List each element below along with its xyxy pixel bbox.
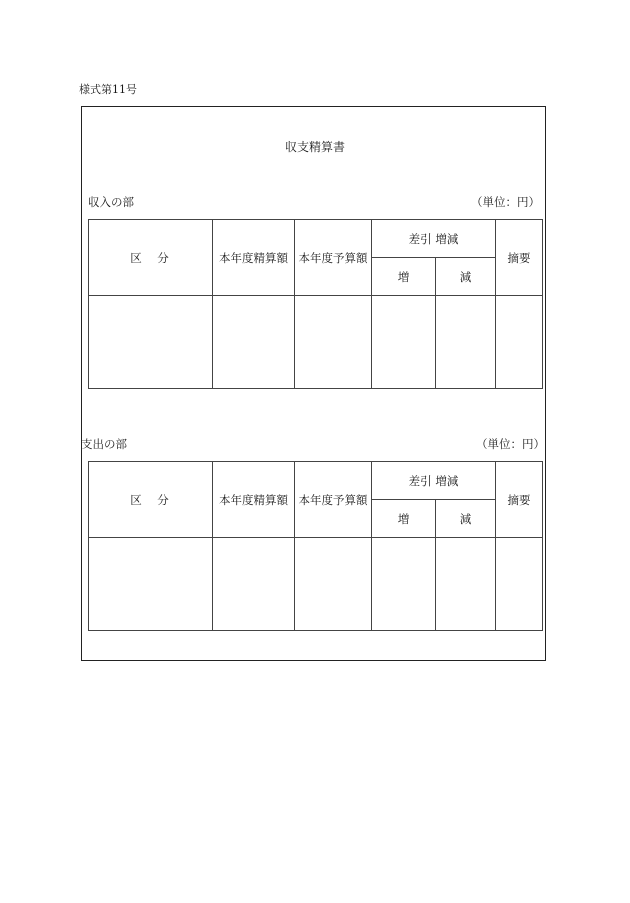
expense-header-difference: 差引 増減 bbox=[372, 462, 496, 500]
expense-header-current-settled: 本年度精算額 bbox=[213, 462, 295, 538]
expense-header-current-budget: 本年度予算額 bbox=[295, 462, 372, 538]
income-cell-decrease[interactable] bbox=[436, 296, 496, 389]
income-header-increase: 増 bbox=[372, 258, 436, 296]
expense-header-category: 区 分 bbox=[89, 462, 213, 538]
expense-header-decrease: 減 bbox=[436, 500, 496, 538]
income-cell-summary[interactable] bbox=[496, 296, 543, 389]
income-section-label: 収入の部 bbox=[88, 195, 134, 209]
expense-cell-increase[interactable] bbox=[372, 538, 436, 631]
income-header-current-settled: 本年度精算額 bbox=[213, 220, 295, 296]
income-header-decrease: 減 bbox=[436, 258, 496, 296]
income-header-difference: 差引 増減 bbox=[372, 220, 496, 258]
income-cell-current-budget[interactable] bbox=[295, 296, 372, 389]
expense-unit-label: （単位：円） bbox=[476, 437, 545, 451]
expense-section-label: 支出の部 bbox=[81, 437, 127, 451]
income-cell-increase[interactable] bbox=[372, 296, 436, 389]
income-cell-current-settled[interactable] bbox=[213, 296, 295, 389]
expense-cell-decrease[interactable] bbox=[436, 538, 496, 631]
form-number: 様式第11号 bbox=[79, 83, 137, 96]
expense-header-summary: 摘要 bbox=[496, 462, 543, 538]
expense-cell-summary[interactable] bbox=[496, 538, 543, 631]
income-header-current-budget: 本年度予算額 bbox=[295, 220, 372, 296]
expense-cell-category[interactable] bbox=[89, 538, 213, 631]
income-header-category: 区 分 bbox=[89, 220, 213, 296]
expense-table bbox=[88, 461, 543, 631]
document-title: 収支精算書 bbox=[284, 140, 345, 154]
income-cell-category[interactable] bbox=[89, 296, 213, 389]
income-header-summary: 摘要 bbox=[496, 220, 543, 296]
expense-cell-current-budget[interactable] bbox=[295, 538, 372, 631]
income-table bbox=[88, 219, 543, 389]
income-unit-label: （単位：円） bbox=[471, 195, 540, 209]
expense-header-increase: 増 bbox=[372, 500, 436, 538]
expense-cell-current-settled[interactable] bbox=[213, 538, 295, 631]
